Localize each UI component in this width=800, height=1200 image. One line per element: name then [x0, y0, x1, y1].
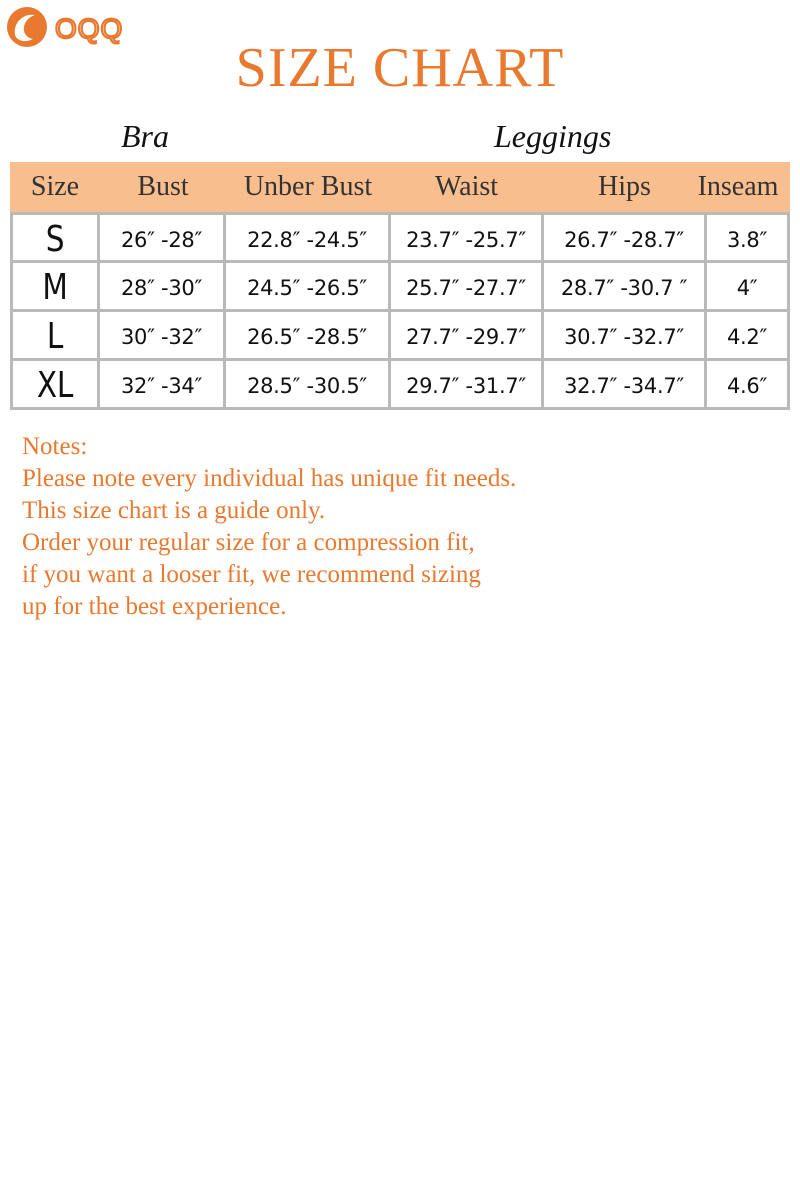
- notes-line: Order your regular size for a compression fit,: [22, 529, 475, 556]
- notes-line: up for the best experience.: [22, 593, 287, 620]
- table-cell: 32″ -34″: [121, 374, 202, 398]
- table-cell: 26.5″ -28.5″: [247, 325, 367, 349]
- table-cell: 4″: [736, 276, 758, 300]
- notes-heading: Notes:: [22, 433, 88, 460]
- header-bust: Bust: [137, 171, 189, 202]
- table-cell: 26″ -28″: [121, 228, 202, 252]
- header-waist: Waist: [434, 171, 499, 202]
- page-title: SIZE CHART: [235, 37, 565, 99]
- header-size: Size: [30, 171, 80, 202]
- table-cell: 27.7″ -29.7″: [406, 325, 526, 349]
- table-cell: 30.7″ -32.7″: [564, 325, 684, 349]
- table-header: [10, 162, 790, 212]
- table-cell: 4.2″: [726, 325, 768, 349]
- table-row-size: L: [46, 316, 64, 357]
- notes-section: [22, 431, 762, 623]
- notes-line: if you want a looser fit, we recommend sizing: [22, 561, 481, 588]
- header-hips: Hips: [598, 171, 651, 202]
- size-table: [10, 212, 790, 410]
- header-underbust: Unber Bust: [243, 171, 373, 202]
- table-cell: 26.7″ -28.7″: [564, 228, 684, 252]
- table-row-size: M: [42, 267, 68, 308]
- group-label-bra: Bra: [121, 118, 169, 154]
- table-cell: 28.7″ -30.7 ″: [560, 276, 688, 300]
- table-cell: 25.7″ -27.7″: [406, 276, 526, 300]
- table-row-size: XL: [36, 365, 74, 406]
- group-label-leggings: Leggings: [494, 118, 612, 154]
- table-cell: 24.5″ -26.5″: [247, 276, 367, 300]
- table-cell: 32.7″ -34.7″: [564, 374, 684, 398]
- table-cell: 4.6″: [726, 374, 768, 398]
- grid-line: [10, 212, 13, 410]
- header-inseam: Inseam: [697, 171, 779, 202]
- grid-line: [787, 212, 790, 410]
- notes-line: Please note every individual has unique fit needs.: [22, 465, 517, 492]
- notes-line: This size chart is a guide only.: [22, 497, 326, 524]
- table-cell: 29.7″ -31.7″: [406, 374, 526, 398]
- table-cell: 3.8″: [726, 228, 768, 252]
- table-cell: 22.8″ -24.5″: [247, 228, 367, 252]
- table-row-size: S: [45, 219, 65, 260]
- table-cell: 28″ -30″: [121, 276, 202, 300]
- table-cell: 30″ -32″: [121, 325, 202, 349]
- logo-wordmark: OQQ: [55, 13, 124, 44]
- table-cell: 23.7″ -25.7″: [406, 228, 526, 252]
- table-cell: 28.5″ -30.5″: [247, 374, 367, 398]
